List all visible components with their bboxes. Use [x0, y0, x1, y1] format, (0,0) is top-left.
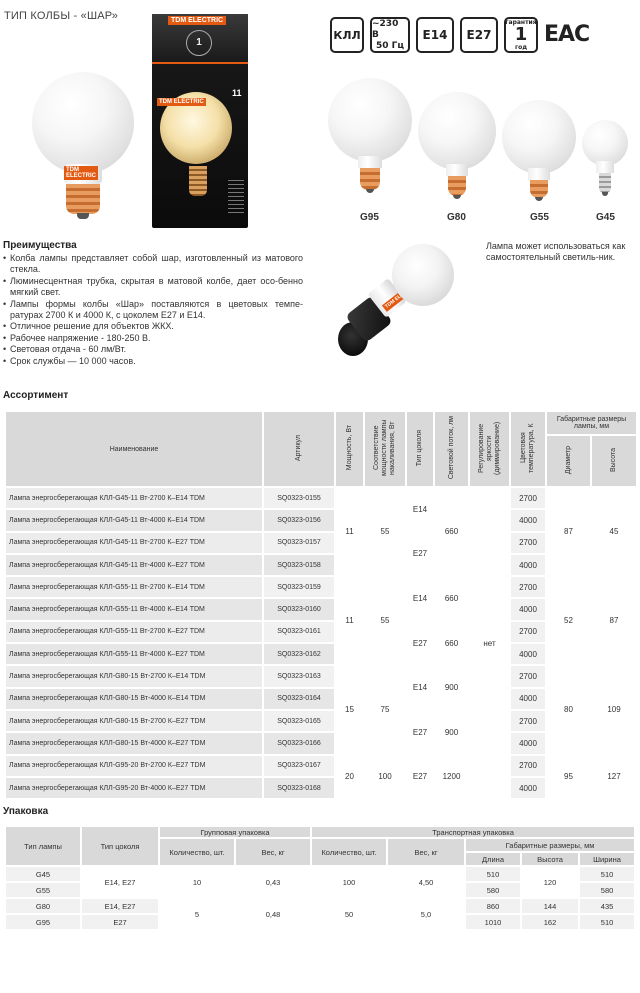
- col-group-qty: Количество, шт.: [160, 839, 234, 865]
- row-name: Лампа энергосберегающая КЛЛ-G80-15 Вт-4000 К–Е14 TDM: [6, 689, 262, 709]
- row-temp: 2700: [511, 756, 545, 776]
- group-power: 11: [336, 488, 363, 575]
- col-width: Ширина: [580, 853, 634, 865]
- row-article: SQ0323-0163: [264, 666, 334, 686]
- warranty-top: гарантия: [505, 19, 537, 26]
- row-width: 510: [580, 867, 634, 881]
- row-temp: 2700: [511, 711, 545, 731]
- group-diameter: 80: [547, 666, 590, 753]
- row-article: SQ0323-0156: [264, 510, 334, 530]
- col-base-label: Тип цоколя: [416, 429, 423, 467]
- row-article: SQ0323-0166: [264, 733, 334, 753]
- col-article-label: Артикул: [295, 434, 302, 462]
- col-flux: [435, 412, 468, 486]
- advantages-title: Преимущества: [3, 240, 77, 251]
- cfl-icon: КЛЛ: [330, 17, 364, 53]
- row-name: Лампа энергосберегающая КЛЛ-G80-15 Вт-2700 К–Е14 TDM: [6, 666, 262, 686]
- block-group-qty: 5: [160, 899, 234, 929]
- warranty-icon: [504, 17, 538, 53]
- group-flux: 900: [435, 711, 468, 754]
- group-height: 45: [592, 488, 636, 575]
- col-base: [407, 412, 433, 486]
- advantage-item: • Люминесцентная трубка, скрытая в матовой колбе, дает осо-бенно мягкий свет.: [3, 276, 303, 299]
- row-temp: 4000: [511, 644, 545, 664]
- row-height: 144: [522, 899, 578, 913]
- block-group-qty: 10: [160, 867, 234, 897]
- voltage-line: ~230 В: [372, 18, 399, 40]
- row-width: 435: [580, 899, 634, 913]
- row-article: SQ0323-0157: [264, 533, 334, 553]
- row-article: SQ0323-0155: [264, 488, 334, 508]
- group-flux: 900: [435, 666, 468, 709]
- frequency-line: 50 Гц: [375, 40, 405, 51]
- row-base: E14, E27: [82, 899, 158, 913]
- row-article: SQ0323-0168: [264, 778, 334, 798]
- block-height: 120: [522, 867, 578, 897]
- block-group-weight: 0,43: [236, 867, 310, 897]
- row-temp: 2700: [511, 622, 545, 642]
- bulb-label-g55: G55: [530, 212, 549, 223]
- row-name: Лампа энергосберегающая КЛЛ-G95-20 Вт-4000 К–Е27 TDM: [6, 778, 262, 798]
- row-name: Лампа энергосберегающая КЛЛ-G45-11 Вт-2700 К–Е27 TDM: [6, 533, 262, 553]
- row-width: 510: [580, 915, 634, 929]
- table-row: [6, 711, 636, 731]
- group-diameter: 87: [547, 488, 590, 575]
- row-article: SQ0323-0165: [264, 711, 334, 731]
- row-article: SQ0323-0167: [264, 756, 334, 776]
- block-transport-qty: 100: [312, 867, 386, 897]
- eac-certification-icon: EAC: [544, 22, 590, 47]
- row-temp: 2700: [511, 577, 545, 597]
- row-base: E27: [82, 915, 158, 929]
- col-flux-label: Световой поток, лм: [447, 416, 455, 480]
- row-lamp: G95: [6, 915, 80, 929]
- group-base: E14: [407, 577, 433, 620]
- bulb-label-g80: G80: [447, 212, 466, 223]
- bulb-label-g95: G95: [360, 212, 379, 223]
- row-article: SQ0323-0161: [264, 622, 334, 642]
- col-base-type: Тип цоколя: [82, 827, 158, 865]
- e27-icon: E27: [460, 17, 498, 53]
- spec-icons: [330, 17, 589, 53]
- row-article: SQ0323-0162: [264, 644, 334, 664]
- row-temp: 2700: [511, 488, 545, 508]
- row-name: Лампа энергосберегающая КЛЛ-G55-11 Вт-4000 К–Е27 TDM: [6, 644, 262, 664]
- group-diameter: 95: [547, 756, 590, 799]
- row-name: Лампа энергосберегающая КЛЛ-G55-11 Вт-2700 К–Е27 TDM: [6, 622, 262, 642]
- advantage-item: • Лампы формы колбы «Шар» поставляются в цветовых темпе-ратурах 2700 К и 4000 К, с цоколем Е27 и Е14.: [3, 299, 303, 322]
- col-article: [264, 412, 334, 486]
- table-row: [6, 533, 636, 553]
- table-row: [6, 733, 636, 753]
- col-power: [336, 412, 363, 486]
- group-height: 127: [592, 756, 636, 799]
- row-name: Лампа энергосберегающая КЛЛ-G45-11 Вт-2700 К–Е14 TDM: [6, 488, 262, 508]
- row-name: Лампа энергосберегающая КЛЛ-G55-11 Вт-2700 К–Е14 TDM: [6, 577, 262, 597]
- bulb-label-g45: G45: [596, 212, 615, 223]
- col-length: Длина: [466, 853, 520, 865]
- row-name: Лампа энергосберегающая КЛЛ-G95-20 Вт-2700 К–Е27 TDM: [6, 756, 262, 776]
- advantage-item: • Отличное решение для объектов ЖКХ.: [3, 321, 303, 332]
- col-equiv-label: Соответствие мощности лампы накаливания, Вт: [373, 419, 396, 477]
- row-temp: 4000: [511, 510, 545, 530]
- row-lamp: G80: [6, 899, 80, 913]
- row-temp: 2700: [511, 533, 545, 553]
- col-group-weight: Вес, кг: [236, 839, 310, 865]
- advantage-item: • Рабочее напряжение - 180-250 В.: [3, 333, 303, 344]
- row-length: 580: [466, 883, 520, 897]
- group-equiv: 55: [365, 488, 405, 575]
- table-row: [6, 867, 634, 881]
- col-diameter-label: Диаметр: [564, 445, 572, 475]
- row-temp: 4000: [511, 599, 545, 619]
- advantage-item: • Световая отдача - 60 лм/Вт.: [3, 344, 303, 355]
- group-flux: 660: [435, 577, 468, 620]
- col-transport-weight: Вес, кг: [388, 839, 464, 865]
- table-row: [6, 756, 636, 776]
- row-length: 1010: [466, 915, 520, 929]
- col-name: Наименование: [6, 412, 262, 486]
- block-transport-weight: 5,0: [388, 899, 464, 929]
- block-group-weight: 0,48: [236, 899, 310, 929]
- group-flux: 1200: [435, 756, 468, 799]
- group-base: E27: [407, 711, 433, 754]
- box-brand-logo-side: TDM ELECTRIC: [159, 99, 204, 105]
- advantage-item: • Колба лампы представляет собой шар, изготовленный из матового стекла.: [3, 253, 303, 276]
- row-name: Лампа энергосберегающая КЛЛ-G80-15 Вт-4000 К–Е27 TDM: [6, 733, 262, 753]
- side-note: Лампа может использоваться как самостоятельный светиль-ник.: [486, 241, 626, 263]
- col-equiv: [365, 412, 405, 486]
- col-lamp-type: Тип лампы: [6, 827, 80, 865]
- table-row: [6, 622, 636, 642]
- group-base: E14: [407, 488, 433, 531]
- group-equiv: 100: [365, 756, 405, 799]
- group-base: E27: [407, 622, 433, 665]
- table-row: [6, 666, 636, 686]
- col-group-pack: Групповая упаковка: [160, 827, 310, 837]
- assortment-title: Ассортимент: [3, 390, 69, 401]
- col-transport-qty: Количество, шт.: [312, 839, 386, 865]
- packaging-table: [4, 825, 636, 931]
- page-title: ТИП КОЛБЫ - «ШАР»: [4, 10, 119, 22]
- group-base: E14: [407, 666, 433, 709]
- col-power-label: Мощность, Вт: [345, 425, 353, 471]
- row-article: SQ0323-0158: [264, 555, 334, 575]
- group-base: E27: [407, 756, 433, 799]
- col-height: [592, 436, 636, 486]
- row-article: SQ0323-0160: [264, 599, 334, 619]
- row-temp: 4000: [511, 555, 545, 575]
- box-watt-label: 11: [232, 88, 242, 98]
- row-lamp: G45: [6, 867, 80, 881]
- table-row: [6, 510, 636, 530]
- row-lamp: G55: [6, 883, 80, 897]
- col-height: Высота: [522, 853, 578, 865]
- dimming-cell: нет: [470, 488, 509, 798]
- advantage-item: • Срок службы — 10 000 часов.: [3, 356, 303, 367]
- box-warranty-badge: 1: [186, 30, 212, 56]
- row-length: 510: [466, 867, 520, 881]
- box-brand-logo: TDM ELECTRIC: [168, 16, 226, 25]
- group-base: E27: [407, 533, 433, 576]
- group-power: 20: [336, 756, 363, 799]
- col-temp: [511, 412, 545, 486]
- table-row: [6, 555, 636, 575]
- row-temp: 4000: [511, 689, 545, 709]
- row-length: 860: [466, 899, 520, 913]
- tdm-logo: TDM ELECTRIC: [66, 167, 96, 179]
- table-row: [6, 488, 636, 508]
- table-row: [6, 899, 634, 913]
- col-dimm: [470, 412, 509, 486]
- table-row: [6, 599, 636, 619]
- group-equiv: 75: [365, 666, 405, 753]
- row-temp: 2700: [511, 666, 545, 686]
- table-row: [6, 689, 636, 709]
- col-dimm-label: Регулирование яркости (диммирование): [477, 421, 501, 475]
- group-height: 87: [592, 577, 636, 664]
- row-name: Лампа энергосберегающая КЛЛ-G55-11 Вт-4000 К–Е14 TDM: [6, 599, 262, 619]
- row-name: Лампа энергосберегающая КЛЛ-G80-15 Вт-2700 К–Е27 TDM: [6, 711, 262, 731]
- group-flux: 660: [435, 488, 468, 575]
- block-transport-weight: 4,50: [388, 867, 464, 897]
- warranty-bottom: год: [514, 44, 528, 51]
- e14-icon: E14: [416, 17, 454, 53]
- row-name: Лампа энергосберегающая КЛЛ-G45-11 Вт-4000 К–Е14 TDM: [6, 510, 262, 530]
- assortment-table: [4, 410, 638, 800]
- row-article: SQ0323-0164: [264, 689, 334, 709]
- group-flux: 660: [435, 622, 468, 665]
- row-name: Лампа энергосберегающая КЛЛ-G45-11 Вт-4000 К–Е27 TDM: [6, 555, 262, 575]
- col-height-label: Высота: [610, 447, 617, 473]
- block-transport-qty: 50: [312, 899, 386, 929]
- col-transport-dims: Габаритные размеры, мм: [466, 839, 634, 851]
- table-row: [6, 778, 636, 798]
- col-transport-pack: Транспортная упаковка: [312, 827, 634, 837]
- group-equiv: 55: [365, 577, 405, 664]
- row-temp: 4000: [511, 733, 545, 753]
- col-diameter: [547, 436, 590, 486]
- table-row: [6, 577, 636, 597]
- wall-lamp-logo: TDM: [382, 280, 419, 312]
- col-temp-label: Цветовая температура, К: [520, 423, 535, 473]
- voltage-icon: [370, 17, 410, 53]
- packaging-title: Упаковка: [3, 806, 49, 817]
- warranty-number: 1: [514, 24, 528, 45]
- row-width: 580: [580, 883, 634, 897]
- table-row: [6, 644, 636, 664]
- group-height: 109: [592, 666, 636, 753]
- row-temp: 4000: [511, 778, 545, 798]
- group-power: 15: [336, 666, 363, 753]
- row-height: 162: [522, 915, 578, 929]
- block-base: E14, E27: [82, 867, 158, 897]
- advantages-list: [3, 253, 303, 367]
- group-power: 11: [336, 577, 363, 664]
- col-dims: Габаритные размеры лампы, мм: [547, 412, 636, 434]
- group-diameter: 52: [547, 577, 590, 664]
- row-article: SQ0323-0159: [264, 577, 334, 597]
